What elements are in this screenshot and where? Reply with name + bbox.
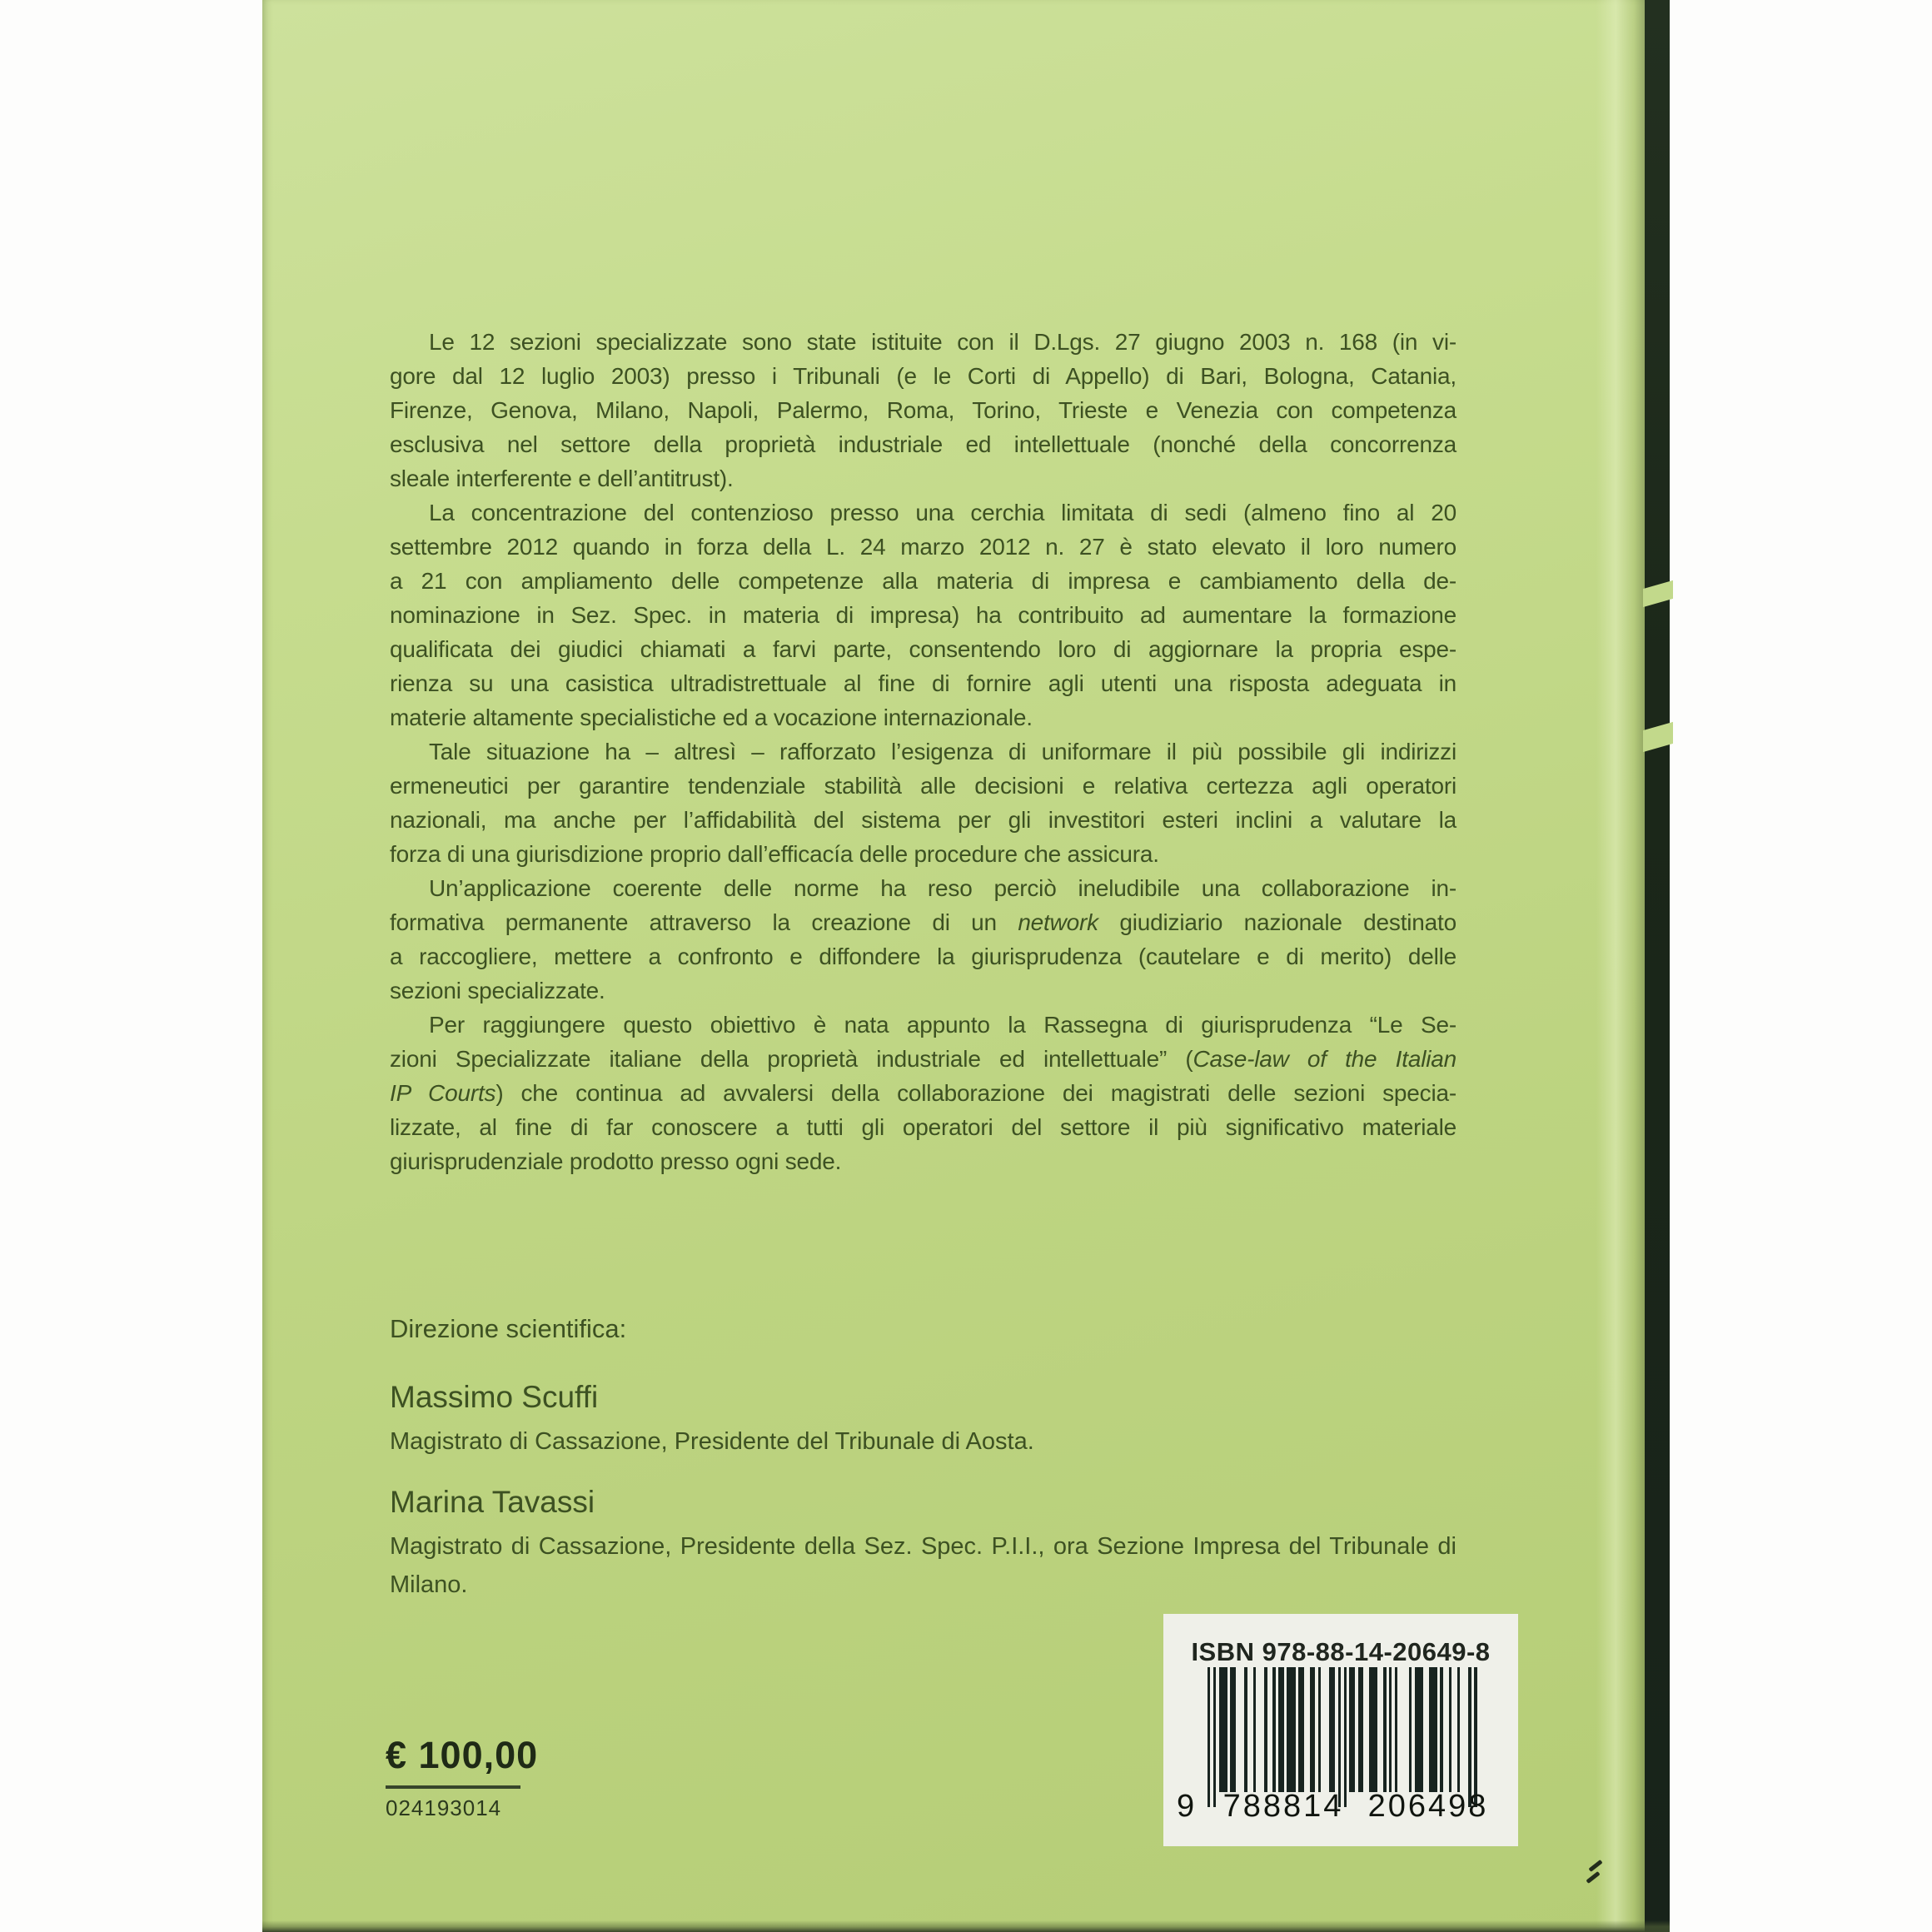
body-line: La concentrazione del contenzioso presso una cerchia limitata di sedi (almeno fino al 20	[429, 500, 1456, 525]
photo-artifact-mark	[1583, 1862, 1606, 1897]
artifact-stroke	[1588, 1860, 1602, 1872]
spine-notch	[1643, 580, 1673, 607]
price-code: 024193014	[386, 1795, 502, 1820]
isbn-box	[1163, 1614, 1518, 1846]
body-line: Firenze, Genova, Milano, Napoli, Palermo, Roma, Torino, Trieste e Venezia con competenza	[390, 397, 1456, 423]
body-line: Per raggiungere questo obiettivo è nata appunto la Rassegna di giurisprudenza “Le Se-	[429, 1012, 1456, 1038]
book-back-cover	[262, 0, 1670, 1932]
body-line: sleale interferente e dell’antitrust).	[390, 466, 734, 491]
ean-digits	[1163, 1789, 1518, 1825]
body-line: sezioni specializzate.	[390, 978, 605, 1003]
ean-barcode	[1208, 1667, 1477, 1807]
author-bio-line: Milano.	[390, 1571, 468, 1598]
ean-digit-left: 9	[1177, 1789, 1195, 1824]
body-line: materie altamente specialistiche ed a vocazione internazionale.	[390, 705, 1033, 730]
ean-digit-group-1: 788814	[1222, 1789, 1344, 1824]
body-line: ermeneutici per garantire tendenziale stabilità alle decisioni e relativa certezza agli operatori	[390, 773, 1456, 799]
price-amount: € 100,00	[386, 1734, 539, 1776]
author-name: Marina Tavassi	[390, 1485, 595, 1519]
ean-digit-group-2: 206498	[1367, 1789, 1489, 1824]
author-bio-line: Magistrato di Cassazione, Presidente del Tribunale di Aosta.	[390, 1428, 1034, 1455]
authors-section	[390, 1314, 1456, 1627]
body-line: lizzate, al fine di far conoscere a tutti gli operatori del settore il più significativo materiale	[390, 1114, 1456, 1140]
body-line: esclusiva nel settore della proprietà industriale ed intellettuale (nonché della concorrenza	[390, 431, 1456, 457]
body-line: zioni Specializzate italiane della proprietà industriale ed intellettuale” (Case-law of the Italian	[390, 1046, 1456, 1072]
author-entries	[390, 1379, 1456, 1604]
cover-edge-highlight	[1596, 0, 1645, 1932]
body-line: Tale situazione ha – altresì – rafforzato l’esigenza di uniformare il più possibile gli indirizzi	[429, 739, 1456, 764]
body-line: a raccogliere, mettere a confronto e diffondere la giurisprudenza (cautelare e di merito) delle	[390, 944, 1456, 969]
body-line: forza di una giurisdizione proprio dall’efficacía delle procedure che assicura.	[390, 841, 1159, 867]
body-line: Un’applicazione coerente delle norme ha reso perciò ineludibile una collaborazione in-	[429, 875, 1456, 901]
body-line: Le 12 sezioni specializzate sono state istituite con il D.Lgs. 27 giugno 2003 n. 168 (in vi-	[429, 329, 1456, 355]
body-line: settembre 2012 quando in forza della L. 24 marzo 2012 n. 27 è stato elevato il loro numero	[390, 534, 1456, 560]
body-line: nominazione in Sez. Spec. in materia di impresa) ha contribuito ad aumentare la formazione	[390, 602, 1456, 628]
authors-label: Direzione scientifica:	[390, 1314, 627, 1343]
body-line: formativa permanente attraverso la creazione di un network giudiziario nazionale destinato	[390, 909, 1456, 935]
body-line: gore dal 12 luglio 2003) presso i Tribunali (e le Corti di Appello) di Bari, Bologna, Catania,	[390, 363, 1456, 389]
body-line: giurisprudenziale prodotto presso ogni sede.	[390, 1148, 842, 1174]
cover-bottom-shadow	[262, 1920, 1670, 1932]
author-entry	[390, 1484, 1456, 1604]
body-line: qualificata dei giudici chiamati a farvi parte, consentendo loro di aggiornare la propria espe-	[390, 636, 1456, 662]
isbn-label: ISBN 978-88-14-20649-8	[1191, 1637, 1491, 1666]
body-line: a 21 con ampliamento delle competenze alla materia di impresa e cambiamento della de-	[390, 568, 1456, 594]
author-bio-line: Magistrato di Cassazione, Presidente della Sez. Spec. P.I.I., ora Sezione Impresa del Tribunale di	[390, 1533, 1456, 1560]
spine-notch	[1643, 722, 1673, 752]
author-name: Massimo Scuffi	[390, 1380, 599, 1414]
price-divider	[386, 1785, 520, 1789]
artifact-stroke	[1586, 1871, 1600, 1884]
author-entry	[390, 1379, 1456, 1461]
book-spine-edge	[1645, 0, 1670, 1932]
body-line: IP Courts) che continua ad avvalersi della collaborazione dei magistrati delle sezioni specia-	[390, 1080, 1456, 1106]
body-line: nazionali, ma anche per l’affidabilità del sistema per gli investitori esteri inclini a valutare la	[390, 807, 1456, 833]
body-paragraphs	[390, 325, 1456, 1178]
body-line: rienza su una casistica ultradistrettuale al fine di fornire agli utenti una risposta adeguata in	[390, 670, 1456, 696]
price-block	[386, 1734, 538, 1821]
